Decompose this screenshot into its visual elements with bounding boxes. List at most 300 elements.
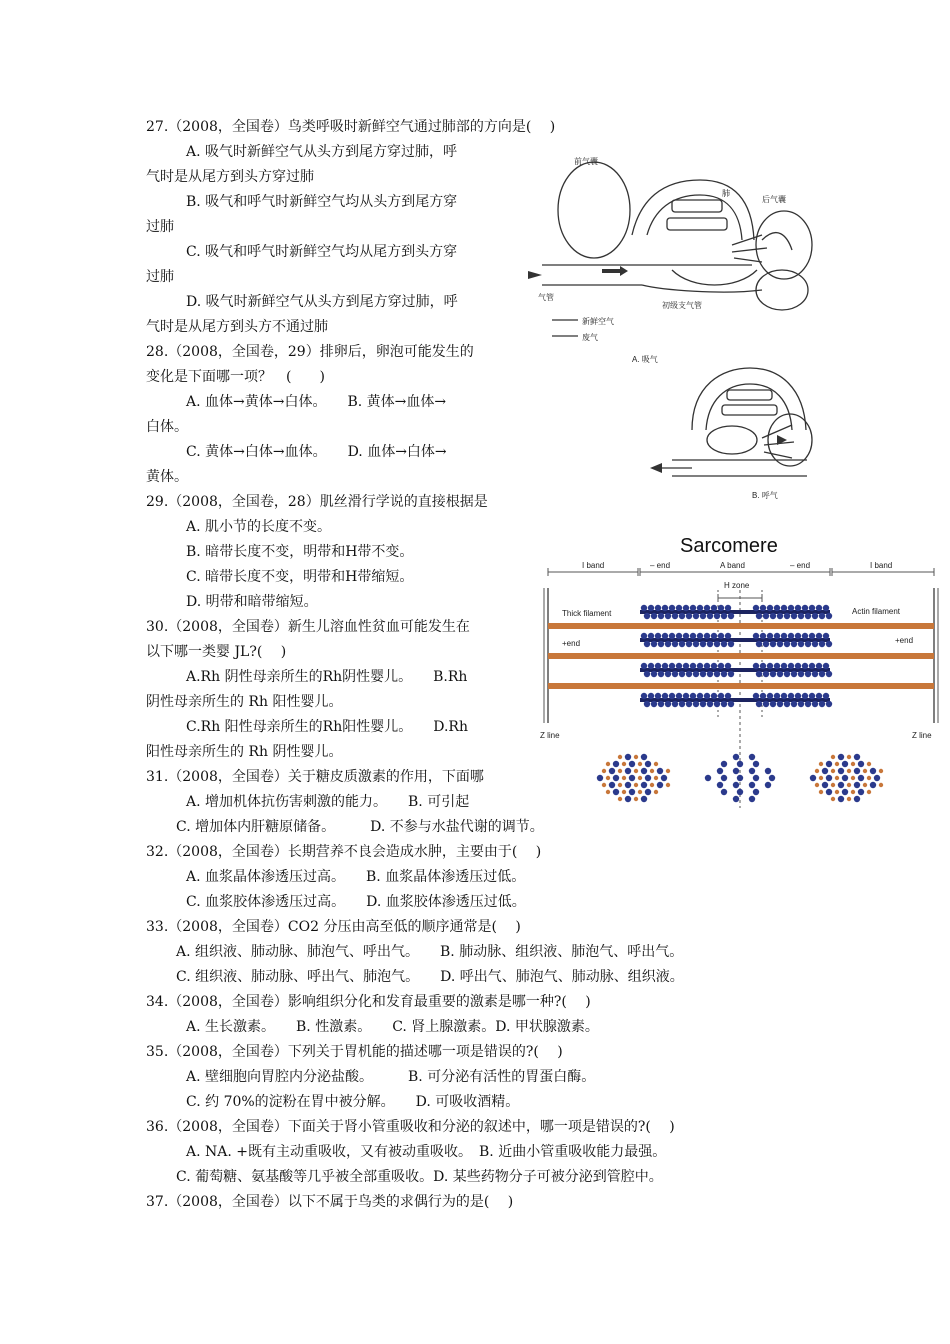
myosin-head (777, 671, 783, 677)
myosin-head (805, 613, 811, 619)
myosin-head (672, 613, 678, 619)
myosin-head (774, 663, 780, 669)
myosin-head (686, 641, 692, 647)
cross-section-myosin (854, 796, 860, 802)
myosin-head (784, 641, 790, 647)
myosin-head (725, 605, 731, 611)
myosin-head (641, 633, 647, 639)
myosin-head (655, 605, 661, 611)
myosin-head (756, 671, 762, 677)
cross-section-myosin (717, 782, 723, 788)
cross-section-myosin (661, 775, 667, 781)
cross-section-myosin (854, 782, 860, 788)
myosin-head (662, 663, 668, 669)
cross-section-actin (602, 783, 606, 787)
cross-section-myosin (874, 775, 880, 781)
myosin-head (672, 641, 678, 647)
myosin-head (662, 633, 668, 639)
question-28-line: 黄体。 (146, 469, 188, 485)
caption-inhale: A. 吸气 (632, 355, 658, 364)
myosin-head (809, 633, 815, 639)
myosin-head (669, 633, 675, 639)
myosin-head (697, 633, 703, 639)
label-anterior-air-sac: 前气囊 (574, 157, 598, 166)
cross-section-actin (618, 797, 622, 801)
cross-section-myosin (749, 754, 755, 760)
filaments-group (548, 605, 934, 707)
cross-section-myosin (842, 789, 848, 795)
myosin-head (809, 663, 815, 669)
question-29-line: B. 暗带长度不变，明带和H带不变。 (186, 544, 414, 560)
myosin-head (658, 641, 664, 647)
cross-section-actin (835, 776, 839, 780)
cross-section-myosin (629, 761, 635, 767)
question-27-line: A. 吸气时新鲜空气从头方到尾方穿过肺，呼 (186, 144, 458, 160)
cross-section-myosin (629, 789, 635, 795)
myosin-head (802, 663, 808, 669)
myosin-head (774, 605, 780, 611)
cross-section-myosin (769, 775, 775, 781)
myosin-head (795, 693, 801, 699)
myosin-head (725, 693, 731, 699)
myosin-head (788, 605, 794, 611)
cross-section-myosin (765, 768, 771, 774)
cross-section-actin (634, 769, 638, 773)
question-29-stem: 29.（2008，全国卷，28）肌丝滑行学说的直接根据是 (146, 494, 488, 510)
caption-exhale: B. 呼气 (752, 491, 778, 500)
cross-section-myosin (870, 782, 876, 788)
myosin-head (812, 613, 818, 619)
myosin-head (791, 671, 797, 677)
myosin-head (770, 641, 776, 647)
myosin-head (763, 671, 769, 677)
cross-section-actin (835, 762, 839, 766)
myosin-head (784, 671, 790, 677)
cross-section-actin (851, 762, 855, 766)
myosin-head (690, 633, 696, 639)
myosin-head (644, 701, 650, 707)
cross-section-actin (606, 790, 610, 794)
myosin-head (718, 633, 724, 639)
myosin-head (651, 701, 657, 707)
myosin-head (788, 663, 794, 669)
question-28-line: C. 黄体→白体→血体。 D. 血体→白体→ (186, 444, 447, 460)
cross-section-myosin (613, 789, 619, 795)
question-27-line: 过肺 (146, 269, 174, 285)
myosin-head (777, 701, 783, 707)
myosin-head (725, 633, 731, 639)
myosin-head (707, 701, 713, 707)
myosin-head (802, 633, 808, 639)
myosin-head (707, 613, 713, 619)
myosin-head (774, 693, 780, 699)
myosin-head (700, 641, 706, 647)
question-27-line: D. 吸气时新鲜空气从头方到尾方穿过肺，呼 (186, 294, 458, 310)
cross-section-actin (666, 783, 670, 787)
myosin-head (753, 663, 759, 669)
question-29-line: D. 明带和暗带缩短。 (186, 594, 318, 610)
myosin-head (767, 663, 773, 669)
actin-filament (548, 683, 934, 689)
myosin-head (665, 671, 671, 677)
myosin-head (753, 693, 759, 699)
cross-section-myosin (609, 768, 615, 774)
cross-section-myosin (625, 754, 631, 760)
cross-section-myosin (609, 782, 615, 788)
question-28-stem2: 变化是下面哪一项？ ( ) (146, 369, 325, 385)
label-plus-end-left: +end (562, 639, 581, 648)
myosin-head (655, 633, 661, 639)
myosin-head (651, 641, 657, 647)
myosin-head (770, 671, 776, 677)
cross-section-myosin (657, 782, 663, 788)
cross-section-myosin (641, 768, 647, 774)
cross-section-actin (831, 769, 835, 773)
label-actin-filament: Actin filament (852, 607, 901, 616)
myosin-head (676, 633, 682, 639)
cross-section-myosin (641, 782, 647, 788)
cross-section-actin (835, 790, 839, 794)
question-29-line: A. 肌小节的长度不变。 (186, 519, 332, 535)
myosin-head (686, 613, 692, 619)
cross-section-myosin (641, 796, 647, 802)
cross-section-actin (831, 783, 835, 787)
question-29-line: C. 暗带长度不变，明带和H带缩短。 (186, 569, 414, 585)
myosin-head (693, 701, 699, 707)
myosin-head (777, 613, 783, 619)
myosin-head (788, 693, 794, 699)
myosin-head (704, 605, 710, 611)
question-32-stem: 32.（2008，全国卷）长期营养不良会造成水肿，主要由于( ) (146, 844, 542, 860)
myosin-head (683, 605, 689, 611)
myosin-head (753, 633, 759, 639)
myosin-head (728, 701, 734, 707)
myosin-head (718, 663, 724, 669)
myosin-head (767, 633, 773, 639)
myosin-head (760, 693, 766, 699)
question-33-line: C. 组织液、肺动脉、呼出气、肺泡气。 D. 呼出气、肺泡气、肺动脉、组织液。 (176, 969, 684, 985)
myosin-head (798, 671, 804, 677)
bird-respiration-figure (522, 140, 818, 512)
cross-section-actin (638, 790, 642, 794)
myosin-head (791, 701, 797, 707)
myosin-head (662, 605, 668, 611)
myosin-head (784, 701, 790, 707)
label-plus-end-right: +end (895, 636, 914, 645)
cross-section-myosin (645, 775, 651, 781)
legend-fresh-air: 新鲜空气 (582, 317, 614, 326)
question-35-stem: 35.（2008，全国卷）下列关于胃机能的描述哪一项是错误的?( ) (146, 1044, 563, 1060)
actin-filament (548, 653, 934, 659)
cross-section-actin (867, 776, 871, 780)
myosin-head (802, 693, 808, 699)
myosin-head (665, 613, 671, 619)
myosin-head (728, 671, 734, 677)
cross-section-myosin (870, 768, 876, 774)
cross-section-actin (851, 790, 855, 794)
myosin-head (700, 613, 706, 619)
myosin-head (795, 663, 801, 669)
cross-section-myosin (854, 754, 860, 760)
myosin-head (679, 613, 685, 619)
myosin-head (669, 605, 675, 611)
myosin-head (711, 633, 717, 639)
myosin-head (816, 663, 822, 669)
cross-section-actin (879, 769, 883, 773)
myosin-head (648, 633, 654, 639)
myosin-head (812, 671, 818, 677)
myosin-head (774, 633, 780, 639)
myosin-head (770, 701, 776, 707)
cross-section-myosin (733, 768, 739, 774)
label-z-line-right: Z line (912, 731, 932, 740)
sarcomere-svg (540, 528, 945, 818)
myosin-head (805, 701, 811, 707)
cross-section-myosin (842, 775, 848, 781)
myosin-head (812, 641, 818, 647)
cross-section-myosin (721, 761, 727, 767)
myosin-head (648, 693, 654, 699)
myosin-head (802, 605, 808, 611)
myosin-head (826, 613, 832, 619)
myosin-head (721, 671, 727, 677)
label-minus-end-right: – end (790, 561, 811, 570)
myosin-head (760, 633, 766, 639)
label-lung: 肺 (722, 189, 730, 198)
cross-section-myosin (625, 796, 631, 802)
question-28-line: 白体。 (146, 419, 188, 435)
myosin-head (714, 701, 720, 707)
sarcomere-title: Sarcomere (680, 535, 778, 557)
cross-section-actin (867, 762, 871, 766)
myosin-head (672, 671, 678, 677)
question-30-line: 阳性母亲所生的 Rh 阴性婴儿。 (146, 744, 343, 760)
myosin-head (707, 641, 713, 647)
myosin-head (819, 701, 825, 707)
myosin-head (763, 613, 769, 619)
cross-section-myosin (749, 782, 755, 788)
label-i-band-left: I band (582, 561, 605, 570)
question-28-stem: 28.（2008，全国卷，29）排卵后，卵泡可能发生的 (146, 344, 474, 360)
cross-section-actin (618, 783, 622, 787)
myosin-head (721, 701, 727, 707)
myosin-head (798, 701, 804, 707)
question-35-line: C. 约 70%的淀粉在胃中被分解。 D. 可吸收酒精。 (186, 1094, 520, 1110)
myosin-head (795, 605, 801, 611)
myosin-head (676, 605, 682, 611)
myosin-head (700, 701, 706, 707)
cross-section-myosin (721, 775, 727, 781)
cross-section-actin (863, 783, 867, 787)
cross-section-myosin (838, 768, 844, 774)
cross-section-actin (634, 797, 638, 801)
cross-section-actin (879, 783, 883, 787)
cross-section-myosin (625, 768, 631, 774)
cross-section-myosin (641, 754, 647, 760)
myosin-head (781, 663, 787, 669)
myosin-head (662, 693, 668, 699)
myosin-head (756, 641, 762, 647)
myosin-head (791, 641, 797, 647)
cross-section-myosin (838, 796, 844, 802)
cross-section-actin (622, 762, 626, 766)
myosin-head (788, 633, 794, 639)
cross-section-myosin (858, 761, 864, 767)
cross-section-myosin (737, 761, 743, 767)
myosin-head (714, 671, 720, 677)
label-a-band: A band (720, 561, 745, 570)
cross-section-myosin (629, 775, 635, 781)
myosin-head (648, 663, 654, 669)
myosin-head (767, 605, 773, 611)
myosin-head (658, 671, 664, 677)
cross-section-myosin (737, 775, 743, 781)
myosin-head (651, 613, 657, 619)
cross-section-myosin (733, 796, 739, 802)
myosin-head (795, 633, 801, 639)
cross-section-myosin (749, 796, 755, 802)
myosin-head (805, 641, 811, 647)
cross-section-myosin (613, 775, 619, 781)
myosin-head (704, 663, 710, 669)
myosin-head (728, 613, 734, 619)
question-31-stem: 31.（2008，全国卷）关于糖皮质激素的作用，下面哪 (146, 769, 484, 785)
label-h-zone: H zone (724, 581, 750, 590)
myosin-head (679, 641, 685, 647)
cross-section-myosin (858, 789, 864, 795)
cross-section-actin (867, 790, 871, 794)
myosin-head (763, 701, 769, 707)
myosin-head (648, 605, 654, 611)
cross-section-myosin (753, 775, 759, 781)
myosin-head (781, 605, 787, 611)
question-30-line: A.Rh 阴性母亲所生的Rh阴性婴儿。 B.Rh (186, 669, 468, 685)
cross-section-myosin (625, 782, 631, 788)
myosin-head (823, 693, 829, 699)
myosin-head (781, 633, 787, 639)
bird-respiration-svg (522, 140, 818, 512)
myosin-head (641, 693, 647, 699)
myosin-head (714, 641, 720, 647)
cross-section-myosin (822, 782, 828, 788)
question-31-line: A. 增加机体抗伤害刺激的能力。 B. 可引起 (186, 794, 470, 810)
myosin-head (718, 605, 724, 611)
cross-section-myosin (717, 768, 723, 774)
myosin-head (819, 671, 825, 677)
question-30-line: 阴性母亲所生的 Rh 阳性婴儿。 (146, 694, 343, 710)
question-34-line: A. 生长激素。 B. 性激素。 C. 肾上腺激素。D. 甲状腺激素。 (186, 1019, 599, 1035)
cross-section-myosin (858, 775, 864, 781)
myosin-head (686, 701, 692, 707)
cross-section-actin (847, 783, 851, 787)
question-31-line: C. 增加体内肝糖原储备。 D. 不参与水盐代谢的调节。 (176, 819, 544, 835)
cross-section-myosin (657, 768, 663, 774)
myosin-head (823, 605, 829, 611)
cross-section-actin (606, 762, 610, 766)
sarcomere-figure (540, 528, 945, 818)
label-i-band-right: I band (870, 561, 893, 570)
question-27-line: B. 吸气和呼气时新鲜空气均从头方到尾方穿 (186, 194, 458, 210)
myosin-head (665, 701, 671, 707)
question-37-stem: 37.（2008，全国卷）以下不属于鸟类的求偶行为的是( ) (146, 1194, 514, 1210)
myosin-head (784, 613, 790, 619)
myosin-head (651, 671, 657, 677)
myosin-head (697, 693, 703, 699)
myosin-head (683, 633, 689, 639)
myosin-head (781, 693, 787, 699)
cross-section-myosin (597, 775, 603, 781)
myosin-head (812, 701, 818, 707)
myosin-head (669, 663, 675, 669)
myosin-head (767, 693, 773, 699)
question-30-line: C.Rh 阳性母亲所生的Rh阳性婴儿。 D.Rh (186, 719, 468, 735)
question-36-line: C. 葡萄糖、氨基酸等几乎被全部重吸收。D. 某些药物分子可被分泌到管腔中。 (176, 1169, 663, 1185)
cross-section-actin (851, 776, 855, 780)
myosin-head (644, 641, 650, 647)
myosin-head (721, 613, 727, 619)
cross-section-actin (831, 755, 835, 759)
myosin-head (697, 605, 703, 611)
myosin-head (711, 663, 717, 669)
myosin-head (760, 605, 766, 611)
myosin-head (805, 671, 811, 677)
myosin-head (809, 693, 815, 699)
myosin-head (644, 613, 650, 619)
myosin-head (683, 663, 689, 669)
myosin-head (756, 613, 762, 619)
question-33-line: A. 组织液、肺动脉、肺泡气、呼出气。 B. 肺动脉、组织液、肺泡气、呼出气。 (176, 944, 684, 960)
cross-section-myosin (826, 761, 832, 767)
myosin-head (725, 663, 731, 669)
cross-section-actin (819, 776, 823, 780)
cross-section-myosin (826, 789, 832, 795)
label-thick-filament: Thick filament (562, 609, 612, 618)
cross-section-myosin (721, 789, 727, 795)
myosin-head (711, 605, 717, 611)
question-35-line: A. 壁细胞向胃腔内分泌盐酸。 B. 可分泌有活性的胃蛋白酶。 (186, 1069, 596, 1085)
myosin-head (711, 693, 717, 699)
myosin-head (819, 641, 825, 647)
label-minus-end-left: – end (650, 561, 671, 570)
myosin-head (655, 693, 661, 699)
label-posterior-air-sac: 后气囊 (762, 195, 786, 204)
cross-section-actin (831, 797, 835, 801)
cross-section-actin (654, 790, 658, 794)
cross-section-actin (638, 762, 642, 766)
label-z-line-left: Z line (540, 731, 560, 740)
myosin-head (655, 663, 661, 669)
myosin-head (686, 671, 692, 677)
cross-section-actin (847, 769, 851, 773)
question-27-line: 气时是从尾方到头方不通过肺 (146, 319, 328, 335)
myosin-head (760, 663, 766, 669)
cross-section-actin (666, 769, 670, 773)
myosin-head (756, 701, 762, 707)
question-34-stem: 34.（2008，全国卷）影响组织分化和发育最重要的激素是哪一种?( ) (146, 994, 591, 1010)
myosin-head (721, 641, 727, 647)
cross-section-actin (606, 776, 610, 780)
label-primary-bronchus: 初级支气管 (662, 301, 702, 310)
cross-section-actin (819, 790, 823, 794)
myosin-head (690, 663, 696, 669)
cross-section-actin (819, 762, 823, 766)
question-28-line: A. 血体→黄体→白体。 B. 黄体→血体→ (186, 394, 447, 410)
cross-section-myosin (822, 768, 828, 774)
myosin-head (826, 671, 832, 677)
myosin-head (714, 613, 720, 619)
myosin-head (819, 613, 825, 619)
cross-section-myosin (613, 761, 619, 767)
